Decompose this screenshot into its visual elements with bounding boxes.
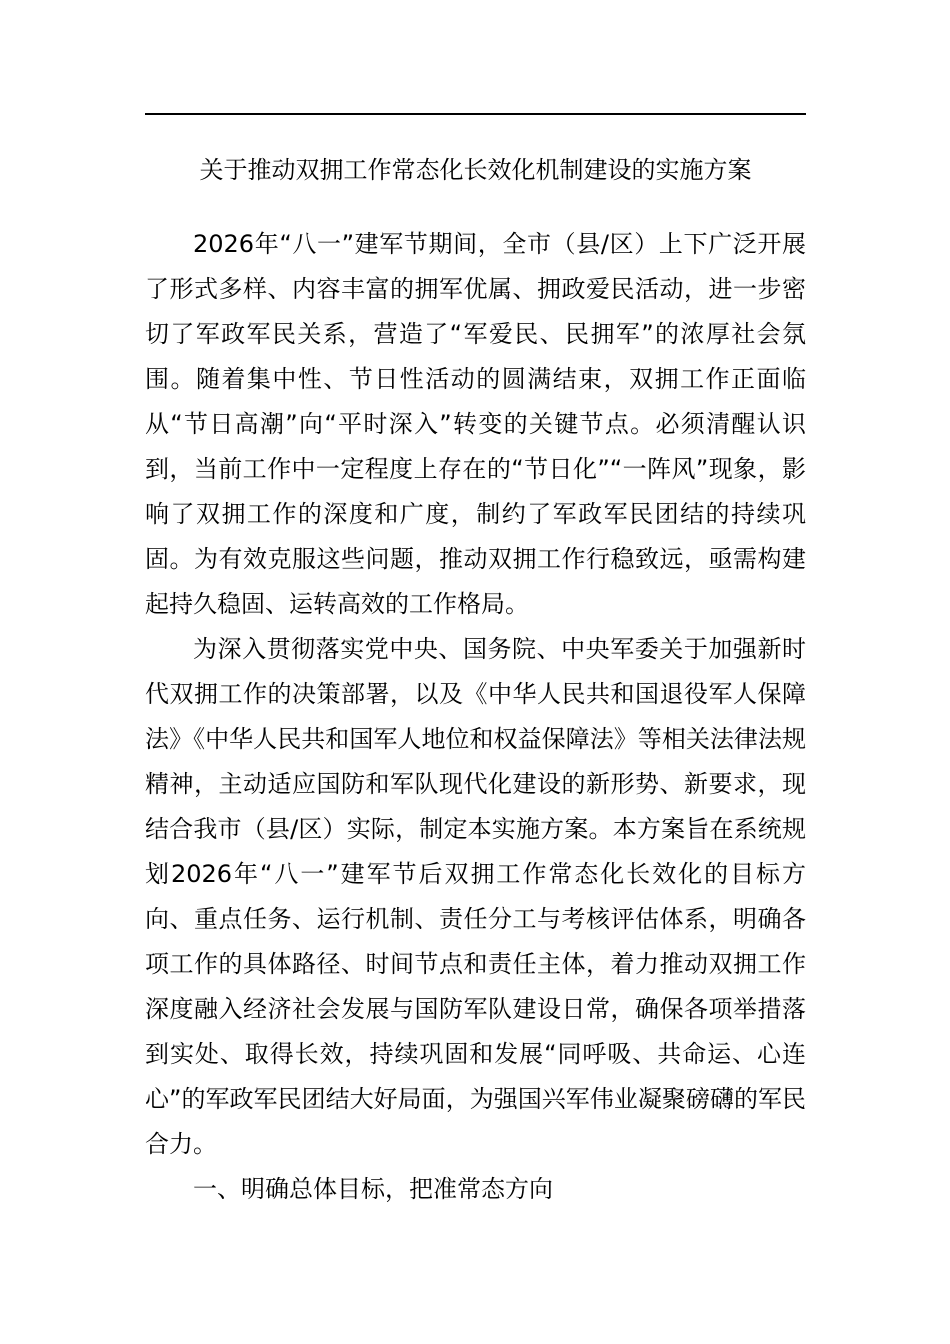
header-rule	[145, 113, 806, 115]
paragraph-intro: 2026年“八一”建军节期间，全市（县/区）上下广泛开展了形式多样、内容丰富的拥军优属、拥政爱民活动，进一步密切了军政军民关系，营造了“军爱民、民拥军”的浓厚社会氛围。随着集中性、节日性活动的圆满结束，双拥工作正面临从“节日高潮”向“平时深入”转变的关键节点。必须清醒认识到，当前工作中一定程度上存在的“节日化”“一阵风”现象，影响了双拥工作的深度和广度，制约了军政军民团结的持续巩固。为有效克服这些问题，推动双拥工作行稳致远，亟需构建起持久稳固、运转高效的工作格局。	[145, 230, 806, 618]
paragraph-purpose: 为深入贯彻落实党中央、国务院、中央军委关于加强新时代双拥工作的决策部署，以及《中华人民共和国退役军人保障法》《中华人民共和国军人地位和权益保障法》等相关法律法规精神，主动适应国防和军队现代化建设的新形势、新要求，现结合我市（县/区）实际，制定本实施方案。本方案旨在系统规划2026年“八一”建军节后双拥工作常态化长效化的目标方向、重点任务、运行机制、责任分工与考核评估体系，明确各项工作的具体路径、时间节点和责任主体，着力推动双拥工作深度融入经济社会发展与国防军队建设日常，确保各项举措落到实处、取得长效，持续巩固和发展“同呼吸、共命运、心连心”的军政军民团结大好局面，为强国兴军伟业凝聚磅礴的军民合力。	[145, 635, 806, 1158]
document-body	[145, 222, 806, 1212]
document-title: 关于推动双拥工作常态化长效化机制建设的实施方案	[199, 156, 752, 184]
section-heading: 一、明确总体目标，把准常态方向	[193, 1175, 553, 1203]
